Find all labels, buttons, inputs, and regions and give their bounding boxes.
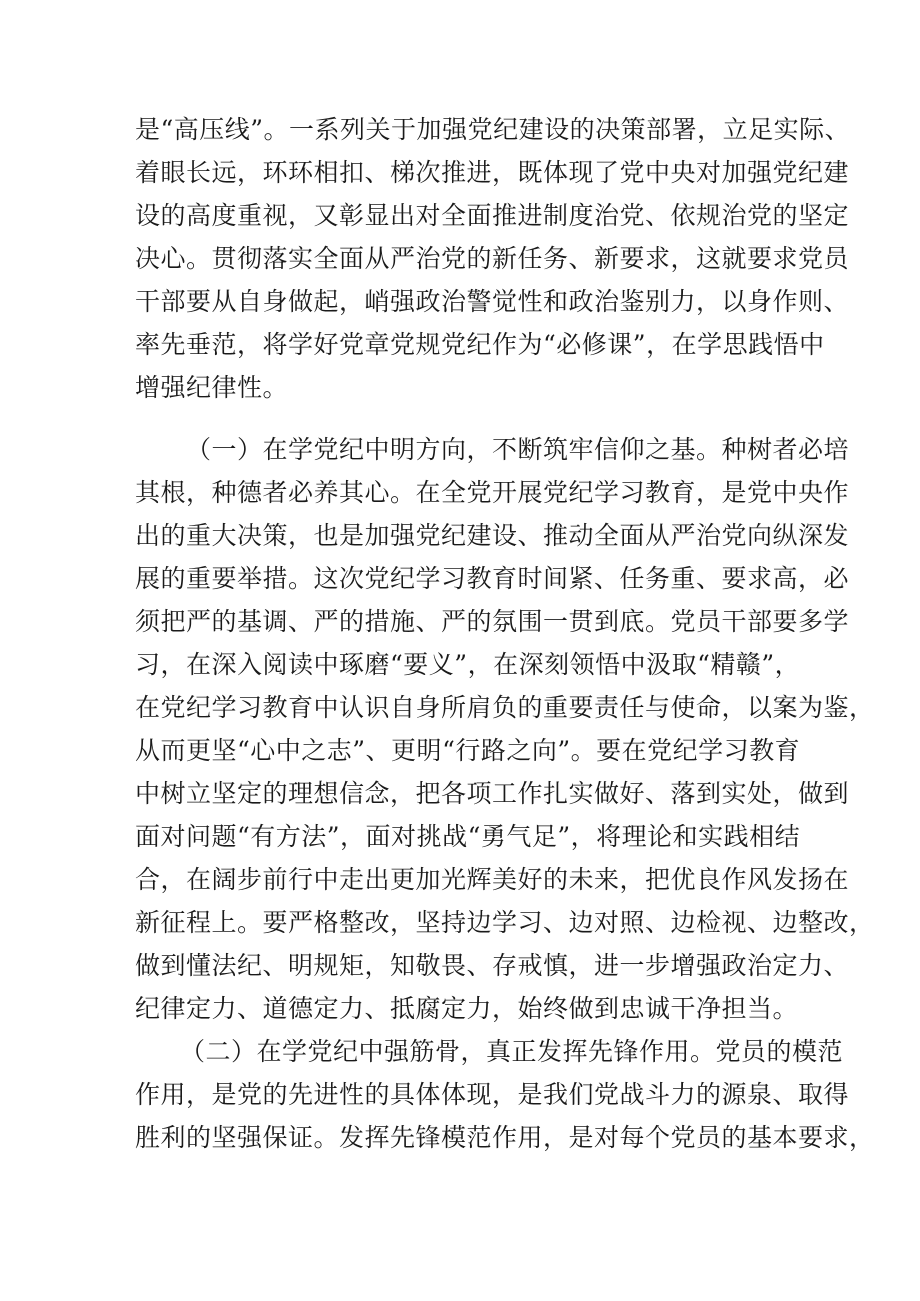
text-line: 做到懂法纪、明规矩，知敬畏、存戒慎，进一步增强政治定力、 [135, 951, 850, 980]
text-line: 作用，是党的先进性的具体体现，是我们党战斗力的源泉、取得 [135, 1080, 850, 1109]
text-line: 率先垂范，将学好党章党规党纪作为“必修课”，在学思践悟中 [135, 330, 825, 359]
text-line: 合，在阔步前行中走出更加光辉美好的未来，把优良作风发扬在 [135, 865, 850, 894]
text-line: 设的高度重视，又彰显出对全面推进制度治党、依规治党的坚定 [135, 201, 850, 230]
text-line: 干部要从自身做起，峭强政治警觉性和政治鉴别力，以身作则、 [135, 287, 850, 316]
text-line: 是“高压线”。一系列关于加强党纪建设的决策部署，立足实际、 [135, 115, 851, 144]
text-line: 在党纪学习教育中认识自身所肩负的重要责任与使命，以案为鉴， [135, 693, 875, 722]
text-line: 从而更坚“心中之志”、更明“行路之向”。要在党纪学习教育 [135, 736, 801, 765]
text-line: 面对问题“有方法”，面对挑战“勇气足”，将理论和实践相结 [135, 822, 801, 851]
paragraph-heading-line: （一）在学党纪中明方向，不断筑牢信仰之基。种树者必培 [186, 435, 850, 464]
text-line: 中树立坚定的理想信念，把各项工作扎实做好、落到实处，做到 [135, 779, 850, 808]
text-line: 新征程上。要严格整改，坚持边学习、边对照、边检视、边整改， [135, 908, 875, 937]
text-line: 纪律定力、道德定力、抵腐定力，始终做到忠诚干净担当。 [135, 994, 799, 1023]
text-line: 须把严的基调、严的措施、严的氛围一贯到底。党员干部要多学 [135, 607, 850, 636]
text-line: 出的重大决策，也是加强党纪建设、推动全面从严治党向纵深发 [135, 521, 850, 550]
text-line: 决心。贯彻落实全面从严治党的新任务、新要求，这就要求党员 [135, 244, 850, 273]
text-line: 展的重要举措。这次党纪学习教育时间紧、任务重、要求高，必 [135, 564, 850, 593]
text-line: 增强纪律性。 [135, 373, 289, 402]
text-line: 习，在深入阅读中琢磨“要义”，在深刻领悟中汲取“精赣”， [135, 650, 801, 679]
text-line: 其根，种德者必养其心。在全党开展党纪学习教育，是党中央作 [135, 478, 850, 507]
text-line: 胜利的坚强保证。发挥先锋模范作用，是对每个党员的基本要求， [135, 1123, 875, 1152]
text-line: 着眼长远，环环相扣、梯次推进，既体现了党中央对加强党纪建 [135, 158, 850, 187]
paragraph-heading-line: （二）在学党纪中强筋骨，真正发挥先锋作用。党员的模范 [180, 1037, 844, 1066]
